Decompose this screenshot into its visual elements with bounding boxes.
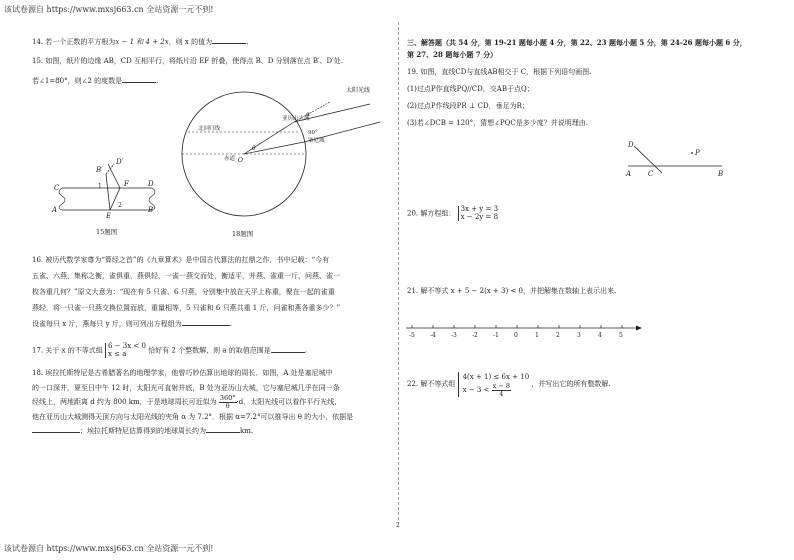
number-line-label: 1	[535, 332, 539, 339]
question-15: 15. 如图，纸片的边缘 AB，CD 互相平行，将纸片沿 EF 折叠，使得点 B、D 分别落在点 B′、D′处. 若∠1=80°，则∠2 的度数是 .	[32, 57, 343, 85]
answer-blank-15[interactable]	[122, 76, 156, 83]
fig18-label: 赤道	[224, 156, 236, 162]
number-line-label: 3	[577, 332, 581, 339]
number-line-label: 4	[598, 332, 602, 339]
answer-blank-16[interactable]	[182, 319, 230, 326]
number-line-label: 5	[619, 332, 623, 339]
number-line-label: -4	[430, 332, 436, 339]
number-line-label: 0	[514, 332, 518, 339]
watermark-bottom: 该试卷源自 https://www.mxsj663.cn 全站资源一元不到!	[4, 544, 214, 553]
fig18-label: 亚历山大城	[282, 116, 310, 122]
question-20: 20. 解方程组： 3x + y = 3 x − 2y = 8	[407, 205, 499, 221]
question-19: 19. 如图，直线CD与直线AB相交于 C，根据下列语句画图. (1)过点P作直线PQ//CD，交AB于点Q； (2)过点P作线段PR ⊥ CD，垂足为R； (3)若∠DCB = 120°，猜想∠PQC是多少度？并说明理由.	[407, 68, 592, 127]
fig15-label: A	[52, 206, 58, 214]
fig18-label: α	[306, 111, 311, 118]
figure-19	[620, 138, 730, 183]
fig15-label: 1	[98, 183, 102, 190]
fig18-label: 塞尼城	[308, 138, 325, 144]
answer-blank-14[interactable]	[212, 37, 246, 44]
number-line-label: -2	[472, 332, 478, 339]
fig15-label: B′	[96, 166, 103, 174]
fig15-label: B	[148, 206, 154, 214]
fig18-label: θ	[252, 145, 256, 152]
figure-18	[180, 82, 400, 242]
answer-blank-17[interactable]	[271, 346, 305, 353]
fig15-label: C	[54, 184, 60, 192]
fig18-label: O	[238, 157, 243, 164]
fig18-label: 90°	[308, 130, 318, 136]
fig15-label: F	[124, 180, 129, 188]
fig18-caption: 18题图	[232, 230, 254, 238]
fig19-label: P	[695, 149, 700, 157]
fig15-label: D′	[116, 158, 124, 166]
fig19-label: A	[626, 170, 632, 178]
number-line-label: -3	[451, 332, 457, 339]
question-22: 22. 解不等式组 4(x + 1) ≤ 6x + 10 x − 3 < $\frac{x - 8}{4}$ ，并写出它的所有整数解.	[407, 373, 611, 398]
question-16: 16. 被历代数学家尊为“算经之首”的《九章算术》是中国古代算法的扛鼎之作．书中记载：“今有 五雀、六燕，集称之衡，雀俱重，燕俱轻，一雀一燕交而处，衡适平，并燕、雀重一斤，问燕、雀一 枚各重几何？”原文大意为：“现在有 5 只雀、6 只燕，分别集中放在天平上称重，聚在一起的雀重 燕轻．将一只雀一只燕交换位置而放，重量相等，5 只雀和 6 只燕共重 1 斤，问雀和燕各重多少？” 设雀每只 x 斤，燕每只 y 斤，则可列出方程组为 .	[32, 256, 341, 328]
question-21: 21. 解不等式 x + 5 − 2(x + 3) < 0，并把解集在数轴上表示出来.	[407, 287, 617, 295]
section-heading: 三、解答题（共 54 分，第 19-21 题每小题 4 分，第 22、23 题每小题 5 分，第 24-26 题每小题 6 分， 第 27、28 题每小题 7 分）	[407, 38, 747, 59]
fig15-label: D	[148, 180, 154, 188]
page-number: 2	[396, 522, 400, 529]
fig18-label: 北回归线	[198, 126, 221, 132]
fig15-label: E	[106, 212, 112, 220]
question-17: 17. 关于 x 的不等式组 6 − 3x < 0 x ≤ a 恰好有 2 个整数解，则 a 的取值范围是 .	[32, 342, 307, 358]
watermark-top: 该试卷源自 https://www.mxsj663.cn 全站资源一元不到!	[4, 5, 214, 14]
answer-blank-18b[interactable]	[206, 426, 240, 433]
number-line	[404, 322, 644, 342]
number-line-label: -5	[409, 332, 415, 339]
question-18: 18. 埃拉托斯特尼是古希腊著名的地理学家，他曾巧妙估算出地球的周长．如图，A 处是塞尼城中 的一口深井，夏至日中午 12 时，太阳光可直射井底，B 处为亚历山大城，它与塞尼城几乎在同一条 经线上，两地距离 d 约为 800 km，于是地球周长可近似为 $\frac{360^\circ}{\theta}$ ·d．太阳光线可以看作平行光线， 他在亚历山大城测得天顶方向与太阳光线的夹角 α 为 7.2°．根据 α=7.2°可以推导出 θ 的大小，依据是 ；埃拉托斯特尼估算得到的地球周长约为 km.	[32, 369, 354, 435]
fig19-label: D	[628, 141, 634, 149]
number-line-label: 2	[556, 332, 560, 339]
fig18-label: 太阳光线	[346, 87, 371, 94]
fig15-caption: 15题图	[96, 228, 118, 236]
number-line-label: -1	[493, 332, 499, 339]
answer-blank-18a[interactable]	[32, 426, 80, 433]
fig15-label: 2	[118, 202, 122, 209]
figure-15	[40, 150, 180, 240]
question-14: 14. 若一个正数的平方根为x − 1 和 4 + 2x，则 x 的值为 .	[32, 38, 249, 46]
fig19-label: C	[648, 170, 654, 178]
fig19-label: B	[718, 170, 724, 178]
